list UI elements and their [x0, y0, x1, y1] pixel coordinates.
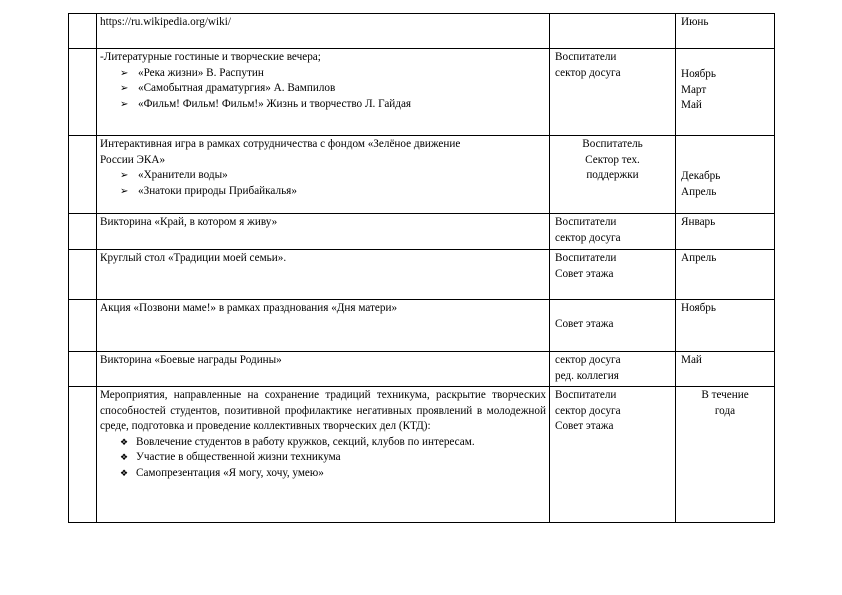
- arrow-bullet-icon: ➢: [120, 98, 129, 110]
- list-item: ➢ «Фильм! Фильм! Фильм!» Жизнь и творчество Л. Гайдая: [100, 97, 546, 113]
- event-plan-table: [68, 13, 775, 523]
- responsible-text: поддержки: [586, 169, 639, 181]
- responsible-text: ред. коллегия: [555, 369, 619, 382]
- date-text: Март: [681, 83, 707, 96]
- responsible-text: Воспитатели: [555, 389, 617, 401]
- responsible-cell: [550, 49, 676, 136]
- event-cell: [97, 352, 550, 387]
- date-cell: [676, 49, 775, 136]
- date-text: года: [714, 404, 736, 417]
- event-item-list: [100, 168, 546, 199]
- responsible-cell: [550, 214, 676, 250]
- date-text: Ноябрь: [681, 68, 716, 80]
- date-text: Апрель: [681, 252, 717, 264]
- event-intro: -Литературные гостиные и творческие вечера;: [100, 51, 321, 63]
- responsible-cell: [550, 14, 676, 49]
- row-number-cell: [69, 214, 97, 250]
- arrow-bullet-icon: ➢: [120, 185, 129, 197]
- date-cell: [676, 250, 775, 300]
- table-row: [69, 387, 775, 523]
- responsible-text: Воспитатели: [555, 51, 617, 63]
- list-item: ➢ «Хранители воды»: [100, 168, 546, 184]
- event-cell: [97, 136, 550, 214]
- date-text: Май: [681, 354, 702, 366]
- event-item-list: [100, 435, 546, 482]
- table-row: [69, 49, 775, 136]
- responsible-cell: [550, 387, 676, 523]
- date-cell: [676, 300, 775, 352]
- responsible-text: сектор досуга: [555, 66, 621, 79]
- responsible-cell: [550, 250, 676, 300]
- diamond-bullet-icon: ❖: [120, 452, 129, 462]
- table-row: [69, 352, 775, 387]
- diamond-bullet-icon: ❖: [120, 467, 129, 478]
- responsible-text: сектор досуга: [555, 231, 621, 244]
- event-cell: [97, 300, 550, 352]
- event-text: Викторина «Край, в котором я живу»: [100, 216, 278, 228]
- date-text: Апрель: [681, 185, 717, 198]
- event-cell: [97, 49, 550, 136]
- list-item: ➢ «Самобытная драматургия» А. Вампилов: [100, 81, 546, 97]
- arrow-bullet-icon: ➢: [120, 170, 129, 181]
- responsible-text: Совет этажа: [555, 318, 614, 330]
- event-cell: [97, 387, 550, 523]
- date-text: Июнь: [681, 16, 709, 28]
- responsible-text: Совет этажа: [555, 267, 614, 280]
- event-text: Викторина «Боевые награды Родины»: [100, 354, 282, 366]
- row-number-cell: [69, 352, 97, 387]
- responsible-cell: [550, 136, 676, 214]
- event-cell: [97, 250, 550, 300]
- row-number-cell: [69, 136, 97, 214]
- table-row: [69, 300, 775, 352]
- event-intro: Интерактивная игра в рамках сотрудничества с фондом «Зелёное движение России ЭКА»: [100, 138, 461, 166]
- responsible-cell: [550, 352, 676, 387]
- date-cell: [676, 387, 775, 523]
- list-item: ❖ Самопрезентация «Я могу, хочу, умею»: [100, 466, 546, 482]
- date-cell: [676, 214, 775, 250]
- diamond-bullet-icon: ❖: [120, 436, 129, 447]
- list-item: ➢ «Знатоки природы Прибайкалья»: [100, 184, 546, 200]
- row-number-cell: [69, 300, 97, 352]
- list-item: ❖ Участие в общественной жизни техникума: [100, 450, 546, 466]
- responsible-text: сектор досуга: [555, 404, 621, 417]
- date-cell: [676, 136, 775, 214]
- row-number-cell: [69, 387, 97, 523]
- event-cell: [97, 14, 550, 49]
- event-cell: [97, 214, 550, 250]
- date-text: Май: [681, 99, 702, 111]
- responsible-text: Воспитатель: [582, 138, 643, 150]
- responsible-text: Воспитатели: [555, 252, 617, 264]
- table-row: [69, 250, 775, 300]
- event-intro: Мероприятия, направленные на сохранение традиций техникума, раскрытие творческих способностей студентов, позитивной профилактике негативных проявлений в молодежной среде, подготовка и проведение коллективных творческих дел (КТД):: [100, 389, 546, 432]
- row-number-cell: [69, 250, 97, 300]
- responsible-text: Сектор тех.: [585, 153, 640, 166]
- row-number-cell: [69, 49, 97, 136]
- table-row: [69, 136, 775, 214]
- table-row: [69, 214, 775, 250]
- date-cell: [676, 352, 775, 387]
- date-cell: [676, 14, 775, 49]
- date-text: Декабрь: [681, 170, 721, 182]
- responsible-cell: [550, 300, 676, 352]
- table-row: [69, 14, 775, 49]
- responsible-text: Воспитатели: [555, 216, 617, 228]
- arrow-bullet-icon: ➢: [120, 83, 129, 94]
- date-text: Ноябрь: [681, 302, 716, 314]
- event-item-list: [100, 66, 546, 113]
- responsible-text: Совет этажа: [555, 420, 614, 432]
- list-item: ➢ «Река жизни» В. Распутин: [100, 66, 546, 82]
- date-text: В течение: [701, 389, 749, 401]
- event-text: Акция «Позвони маме!» в рамках празднования «Дня матери»: [100, 302, 398, 314]
- arrow-bullet-icon: ➢: [120, 67, 129, 79]
- row-number-cell: [69, 14, 97, 49]
- event-text: Круглый стол «Традиции моей семьи».: [100, 252, 287, 264]
- responsible-text: сектор досуга: [555, 354, 621, 366]
- event-text: https://ru.wikipedia.org/wiki/: [100, 16, 231, 28]
- date-text: Январь: [681, 216, 716, 228]
- list-item: ❖ Вовлечение студентов в работу кружков, секций, клубов по интересам.: [100, 435, 546, 451]
